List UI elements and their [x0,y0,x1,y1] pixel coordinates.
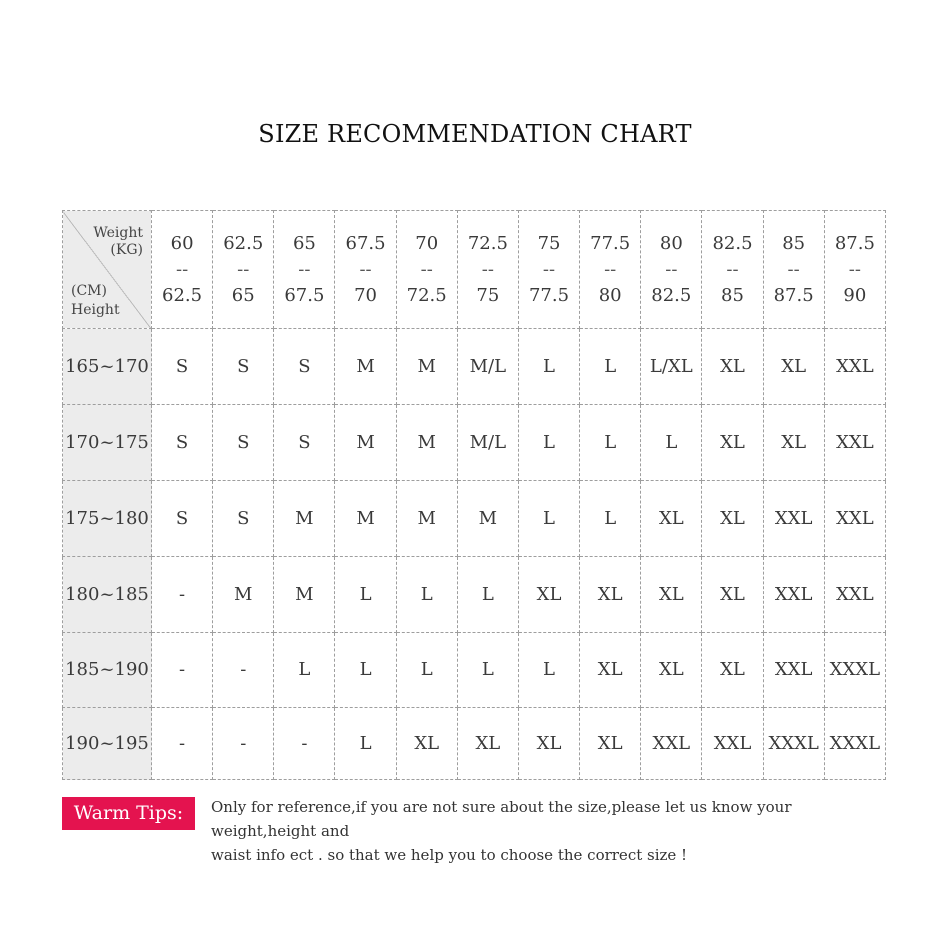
weight-separator: -- [298,258,311,280]
size-cell: XXL [824,405,885,481]
weight-unit: (KG) [110,242,143,258]
size-cell: XL [518,707,579,779]
size-cell: XL [702,329,763,405]
size-cell: M [213,556,274,632]
warm-tips-text [211,795,901,867]
size-cell: S [152,481,213,556]
weight-to: 65 [231,284,255,306]
size-cell: XL [641,481,702,556]
size-cell: M [335,481,396,556]
size-cell: L [335,632,396,707]
weight-from: 77.5 [590,232,631,254]
size-cell: L [580,329,641,405]
weight-to: 67.5 [284,284,325,306]
size-cell: XXXL [824,632,885,707]
size-cell: M [396,329,457,405]
size-cell: XL [580,556,641,632]
weight-to: 87.5 [773,284,814,306]
height-label: Height [71,302,120,319]
weight-to: 85 [721,284,744,306]
tips-line-2: waist info ect . so that we help you to choose the correct size ! [211,846,688,864]
table-row [63,329,886,405]
size-cell: XXXL [763,707,824,779]
size-cell: L [274,632,335,707]
weight-range-header [702,211,763,329]
size-cell: S [274,405,335,481]
weight-separator: -- [542,258,556,280]
size-cell: XL [641,632,702,707]
size-cell: M/L [457,405,518,481]
size-cell: S [152,405,213,481]
size-cell: L/XL [641,329,702,405]
table-row [63,556,886,632]
height-range-cell: 185~190 [63,632,152,707]
size-cell: XL [702,632,763,707]
weight-to: 72.5 [406,284,447,306]
size-cell: XXL [824,329,885,405]
size-cell: M [457,481,518,556]
size-cell: XL [702,481,763,556]
size-cell: L [580,405,641,481]
size-cell: XL [580,707,641,779]
size-cell: L [518,405,579,481]
weight-from: 85 [782,232,806,254]
weight-from: 60 [170,232,194,254]
weight-separator: -- [848,258,861,280]
size-cell: XL [702,405,763,481]
size-cell: XXXL [824,707,885,779]
height-range-cell: 165~170 [63,329,152,405]
weight-to: 70 [354,284,377,306]
weight-separator: -- [359,258,372,280]
size-cell: M/L [457,329,518,405]
table-header-row [63,211,886,329]
weight-range-header [518,211,579,329]
size-cell: - [152,707,213,779]
weight-separator: -- [237,258,250,280]
size-cell: L [518,329,579,405]
tips-line-1: Only for reference,if you are not sure about the size,please let us know your weight,height and [211,798,792,840]
size-cell: S [213,481,274,556]
size-cell: L [457,632,518,707]
weight-range-header [152,211,213,329]
weight-to: 80 [598,284,622,306]
weight-to: 75 [476,284,500,306]
size-table [62,210,886,780]
size-cell: M [274,481,335,556]
size-cell: XXL [702,707,763,779]
weight-from: 72.5 [467,232,508,254]
size-cell: L [335,707,396,779]
weight-range-header [213,211,274,329]
size-cell: XXL [763,481,824,556]
size-cell: XL [763,405,824,481]
size-cell: XXL [824,556,885,632]
weight-separator: -- [420,258,433,280]
table-row [63,707,886,779]
weight-from: 70 [415,232,439,254]
weight-from: 82.5 [712,232,753,254]
weight-range-header [824,211,885,329]
weight-range-header [274,211,335,329]
size-cell: XXL [824,481,885,556]
weight-from: 80 [659,232,683,254]
height-range-cell: 175~180 [63,481,152,556]
warm-tips-badge: Warm Tips: [62,797,195,830]
size-cell: M [396,481,457,556]
size-cell: L [518,481,579,556]
weight-from: 87.5 [834,232,875,254]
weight-range-header [580,211,641,329]
size-cell: - [274,707,335,779]
size-cell: XL [518,556,579,632]
size-cell: XXL [763,556,824,632]
height-range-cell: 180~185 [63,556,152,632]
weight-from: 75 [537,232,561,254]
weight-from: 65 [292,232,316,254]
height-axis-label [71,282,120,320]
table-row [63,481,886,556]
size-cell: - [152,632,213,707]
size-cell: L [396,556,457,632]
weight-to: 62.5 [162,284,203,306]
size-cell: S [274,329,335,405]
weight-separator: -- [604,258,617,280]
size-cell: XXL [641,707,702,779]
size-cell: XL [396,707,457,779]
weight-axis-label [93,225,143,259]
weight-to: 77.5 [528,284,570,306]
size-cell: XL [641,556,702,632]
weight-range-header [641,211,702,329]
weight-from: 62.5 [223,232,264,254]
size-cell: S [152,329,213,405]
size-cell: S [213,329,274,405]
size-cell: XL [702,556,763,632]
size-cell: L [335,556,396,632]
weight-label: Weight [93,225,143,241]
size-cell: L [457,556,518,632]
height-range-cell: 190~195 [63,707,152,779]
size-cell: XL [457,707,518,779]
weight-range-header [396,211,457,329]
size-cell: L [580,481,641,556]
size-cell: - [213,632,274,707]
weight-range-header [335,211,396,329]
size-cell: XL [763,329,824,405]
corner-header-cell [63,211,152,329]
weight-separator: -- [175,258,189,280]
table-row [63,632,886,707]
size-cell: M [335,329,396,405]
weight-to: 82.5 [651,284,692,306]
height-unit: (CM) [71,283,107,300]
page-title: SIZE RECOMMENDATION CHART [258,120,692,148]
size-cell: M [396,405,457,481]
height-range-cell: 170~175 [63,405,152,481]
size-cell: XXL [763,632,824,707]
weight-from: 67.5 [345,232,386,254]
weight-separator: -- [481,258,494,280]
weight-separator: -- [726,258,739,280]
size-cell: M [335,405,396,481]
weight-to: 90 [843,284,867,306]
size-cell: L [396,632,457,707]
size-cell: L [641,405,702,481]
size-cell: - [213,707,274,779]
size-cell: M [274,556,335,632]
size-cell: S [213,405,274,481]
size-cell: XL [580,632,641,707]
weight-range-header [763,211,824,329]
weight-range-header [457,211,518,329]
weight-separator: -- [787,258,800,280]
weight-separator: -- [665,258,678,280]
table-row [63,405,886,481]
size-cell: L [518,632,579,707]
size-cell: - [152,556,213,632]
